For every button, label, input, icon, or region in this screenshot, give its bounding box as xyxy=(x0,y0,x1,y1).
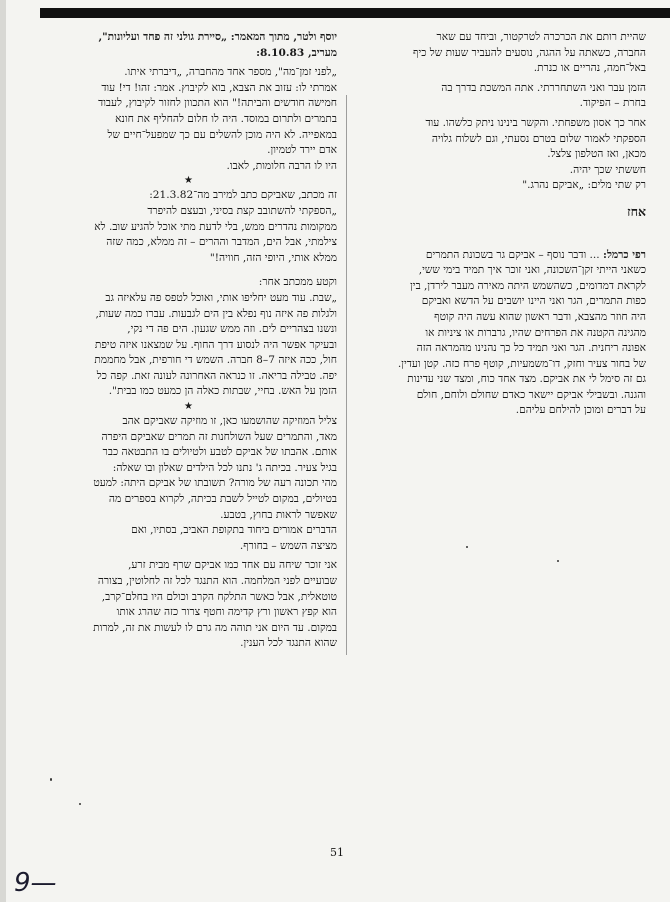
text-line: „הספקתי להשתובב קצת בסיני, ובעצם להיפרד xyxy=(147,204,337,217)
text-line: חול, ככה איזה 7–8 חברה. השמש די חורפית, אבל מחממת xyxy=(94,354,337,367)
text-line: „שבת. עוד מעט יחליפו אותי, ואוכל לטפס פה עלאיזה גב xyxy=(105,291,337,304)
text-line: בטיולים, במקום לטייל לשבת בכיתה, לקרוא בספרים מה xyxy=(108,493,337,506)
intro-text xyxy=(357,30,646,194)
text-line xyxy=(357,248,646,264)
scan-speck xyxy=(557,560,559,562)
letter-paragraph xyxy=(40,188,337,266)
column-divider xyxy=(346,95,347,655)
text-line: טוטאלית, אבל כאשר התלקח הקרב וכולם היו בחלם־קרב, xyxy=(101,590,337,603)
text-line: הדברים אמורים ביחוד בתקופת האביב, בסתיו, ואם xyxy=(131,524,337,537)
header-rule xyxy=(40,8,670,18)
text-line: בחרת – הפיקוד. xyxy=(579,97,646,110)
handwritten-mark: 9— xyxy=(14,868,57,898)
speech-paragraph xyxy=(40,414,337,652)
text-line: חששתי שכך יהיה. xyxy=(569,163,646,176)
quote-paragraph xyxy=(40,65,337,174)
text-line: זה מכתב, שאביקם כתב למירב מה־21.3.82: xyxy=(149,189,337,202)
text-line: ממלא אותי, היופי הזה, חוויה!" xyxy=(209,251,337,264)
text-line: באל־חמה, נהריים או כנרת. xyxy=(533,62,646,75)
text-line: ממקומות נהדרים ממש, בלי לדעת מתי אוכל להגיע שוב. לא xyxy=(94,220,337,233)
text-line: על דברים ומוכן להילחם עליהם. xyxy=(515,404,646,417)
text-line: אפונה ריחנית. הגר ואני תמיד כל כך נהנינו מהמראה הזה xyxy=(416,342,646,355)
text-line: בגיל צעיר. בכיתה ג' נתנו לכל הילדים שאלון ובו שאלה: xyxy=(112,461,337,474)
right-column xyxy=(357,30,646,419)
text-line: אדם יירד לטמיון. xyxy=(267,144,337,157)
text-line: של בחור צעיר וחזק, דו־משמעיות, קוטף פרח כזה. קטן ועדין. xyxy=(397,357,646,370)
text-line: חמישה חודשים והביתה!" הוא התכוון לחזור לקיבוץ, לעבוד xyxy=(98,97,337,110)
page-number: 51 xyxy=(330,846,344,859)
rafi-testimony xyxy=(357,248,646,420)
speaker-text: ... ודבר נוסף – אביקם גר בשכונת התמרים xyxy=(425,248,604,261)
letter-paragraph xyxy=(40,275,337,400)
text-line: שאפשר לראות בחוץ, בטבע. xyxy=(220,508,337,521)
text-line: אמרתי לו: עזוב את הצבא, בוא לקיבוץ. אמר: זהו! די! עוד xyxy=(101,81,337,94)
text-line: במקום. עד היום אני תוהה מה גרם לו לעשות את זה, למרות xyxy=(93,621,337,634)
article-source: מעריב, 8.10.83: xyxy=(256,46,337,59)
text-line: צילמתי, אבל הים, המדבר וההרים – זה ממלא, כמה שזה xyxy=(106,236,337,249)
text-line: מאד, והתמרים שעל השולחנות זה תמרים שאביקם היפרה xyxy=(101,430,337,443)
text-line: אני זוכר שיחה עם אחד כמו אביקם שרף מבית זרע, xyxy=(128,559,337,572)
separator-star: ★ xyxy=(184,175,193,187)
text-line: מהי תכונה רעה של מורה? תשובתו של אביקם היתה: למעט xyxy=(93,477,337,490)
text-line: צליל המוזיקה שהושמעו כאן, זו מוזיקה שאביקם אהב xyxy=(122,415,337,428)
text-line: שהיית רותם את הכרכרה לטרקטור, וביחד עם שאר xyxy=(436,31,646,43)
speaker-name: רפי כרמל: xyxy=(603,248,646,261)
text-line: כפות התמרים, הגר ואני היינו יושבים על הדשא ואביקם xyxy=(421,295,646,308)
text-line: במאפייה. לא היה מוכן להשלים עם כך שמפעל־חיים של xyxy=(107,128,337,141)
article-heading: יוסף ולטר, מתוך המאמר: „סיירת גולני זה פחד ועליונות", xyxy=(98,31,337,43)
text-line: „לפני זמן־מה", מספר אחד מהחברה, „דיברתי איתו. xyxy=(124,66,337,79)
text-line: שהוא התנגד לכל הענין. xyxy=(240,637,337,650)
text-line: והגנה. ובשבילי אביקם יישאר כאדם שחולם ולוחם, חולם xyxy=(416,388,646,401)
text-line: מכאן, ואז הטלפון צלצל. xyxy=(547,148,646,161)
text-line: ובעיקר אפשר היה לנסוע דרך החוף. על שמצאנו איזה טיפת xyxy=(94,338,337,351)
text-line: היה חוזר מהצבא, ודבר ראשון שהוא עשה היה קוטף xyxy=(434,310,646,323)
text-line: מהגינה הקטנה את הפרחים שהיו, גרברות או ציניות או xyxy=(425,326,646,339)
scan-speck xyxy=(50,778,52,781)
text-line: אחר כך אסון משפחתי. והקשר בינינו ניתק כלשהו. עוד xyxy=(425,116,646,129)
text-line: לקראת דמדומים, כשהשמש היתה מאירה מעבר לירדן, בין xyxy=(410,279,646,292)
section-title: אחז xyxy=(627,203,646,219)
scan-edge xyxy=(0,0,6,902)
text-line: הזמן על האש. בחיי, שבתות כאלה הן כמעט כמו בבית". xyxy=(108,385,337,398)
text-line: גם זה סימל לי את אביקם. מצד אחד כוח, ומצד שני עדינות xyxy=(407,373,646,386)
scan-speck xyxy=(79,803,81,805)
text-line: יפה. טבילה בריאה. זו כנראה האחרונה לעונה זאת. קפה כל xyxy=(96,369,337,382)
text-line: וקטע ממכתב אחר: xyxy=(258,276,337,289)
text-line: הוא קפץ ראשון ורץ קדימה וחטף צרור כזה שהרג אותו xyxy=(116,606,337,619)
text-line: הזמן עבר ואני השתחררתי. אתה המשכת בדרך בה xyxy=(441,81,646,94)
text-line: החברה, כשאתה על ההגה, נוסעים להעביר שעות של כיף xyxy=(412,46,646,59)
text-line: רק שתי מלים: „אביקם נהרג." xyxy=(522,179,646,192)
separator-star: ★ xyxy=(184,401,193,413)
text-line: שבועיים לפני המלחמה. הוא התנגד לכל זה לחלוטין, בצורה xyxy=(97,575,337,587)
text-line: ולגלות פה איזה נוף נפלא בין הים לגבעות. עברו כמה שעות, xyxy=(95,307,337,320)
text-line: היו לו הרבה חלומות, לאבו. xyxy=(226,159,337,172)
text-line: ונשנו בצהריים לים. וזה ממש שגעון. הים פה די נקי, xyxy=(127,323,337,336)
text-line: הספקתי לאמור שלום בטרם נסעתי, וגם לשלוח גלויה xyxy=(431,132,646,145)
scan-speck xyxy=(466,546,468,548)
left-column xyxy=(40,30,337,652)
text-line: מציצה השמש – בחורף. xyxy=(239,539,337,552)
text-line: כשאני הייתי זקן־השכונה, ואני זוכר איך תמיד בימי ששי, xyxy=(418,264,646,277)
text-line: אותם. אהבתו של אביקם לטבע ולטיולים בו התבטאה כבר xyxy=(102,446,337,459)
text-line: בתמרים ולתרום במוסד. היה לו חלום להחליף את חונא xyxy=(115,112,337,125)
